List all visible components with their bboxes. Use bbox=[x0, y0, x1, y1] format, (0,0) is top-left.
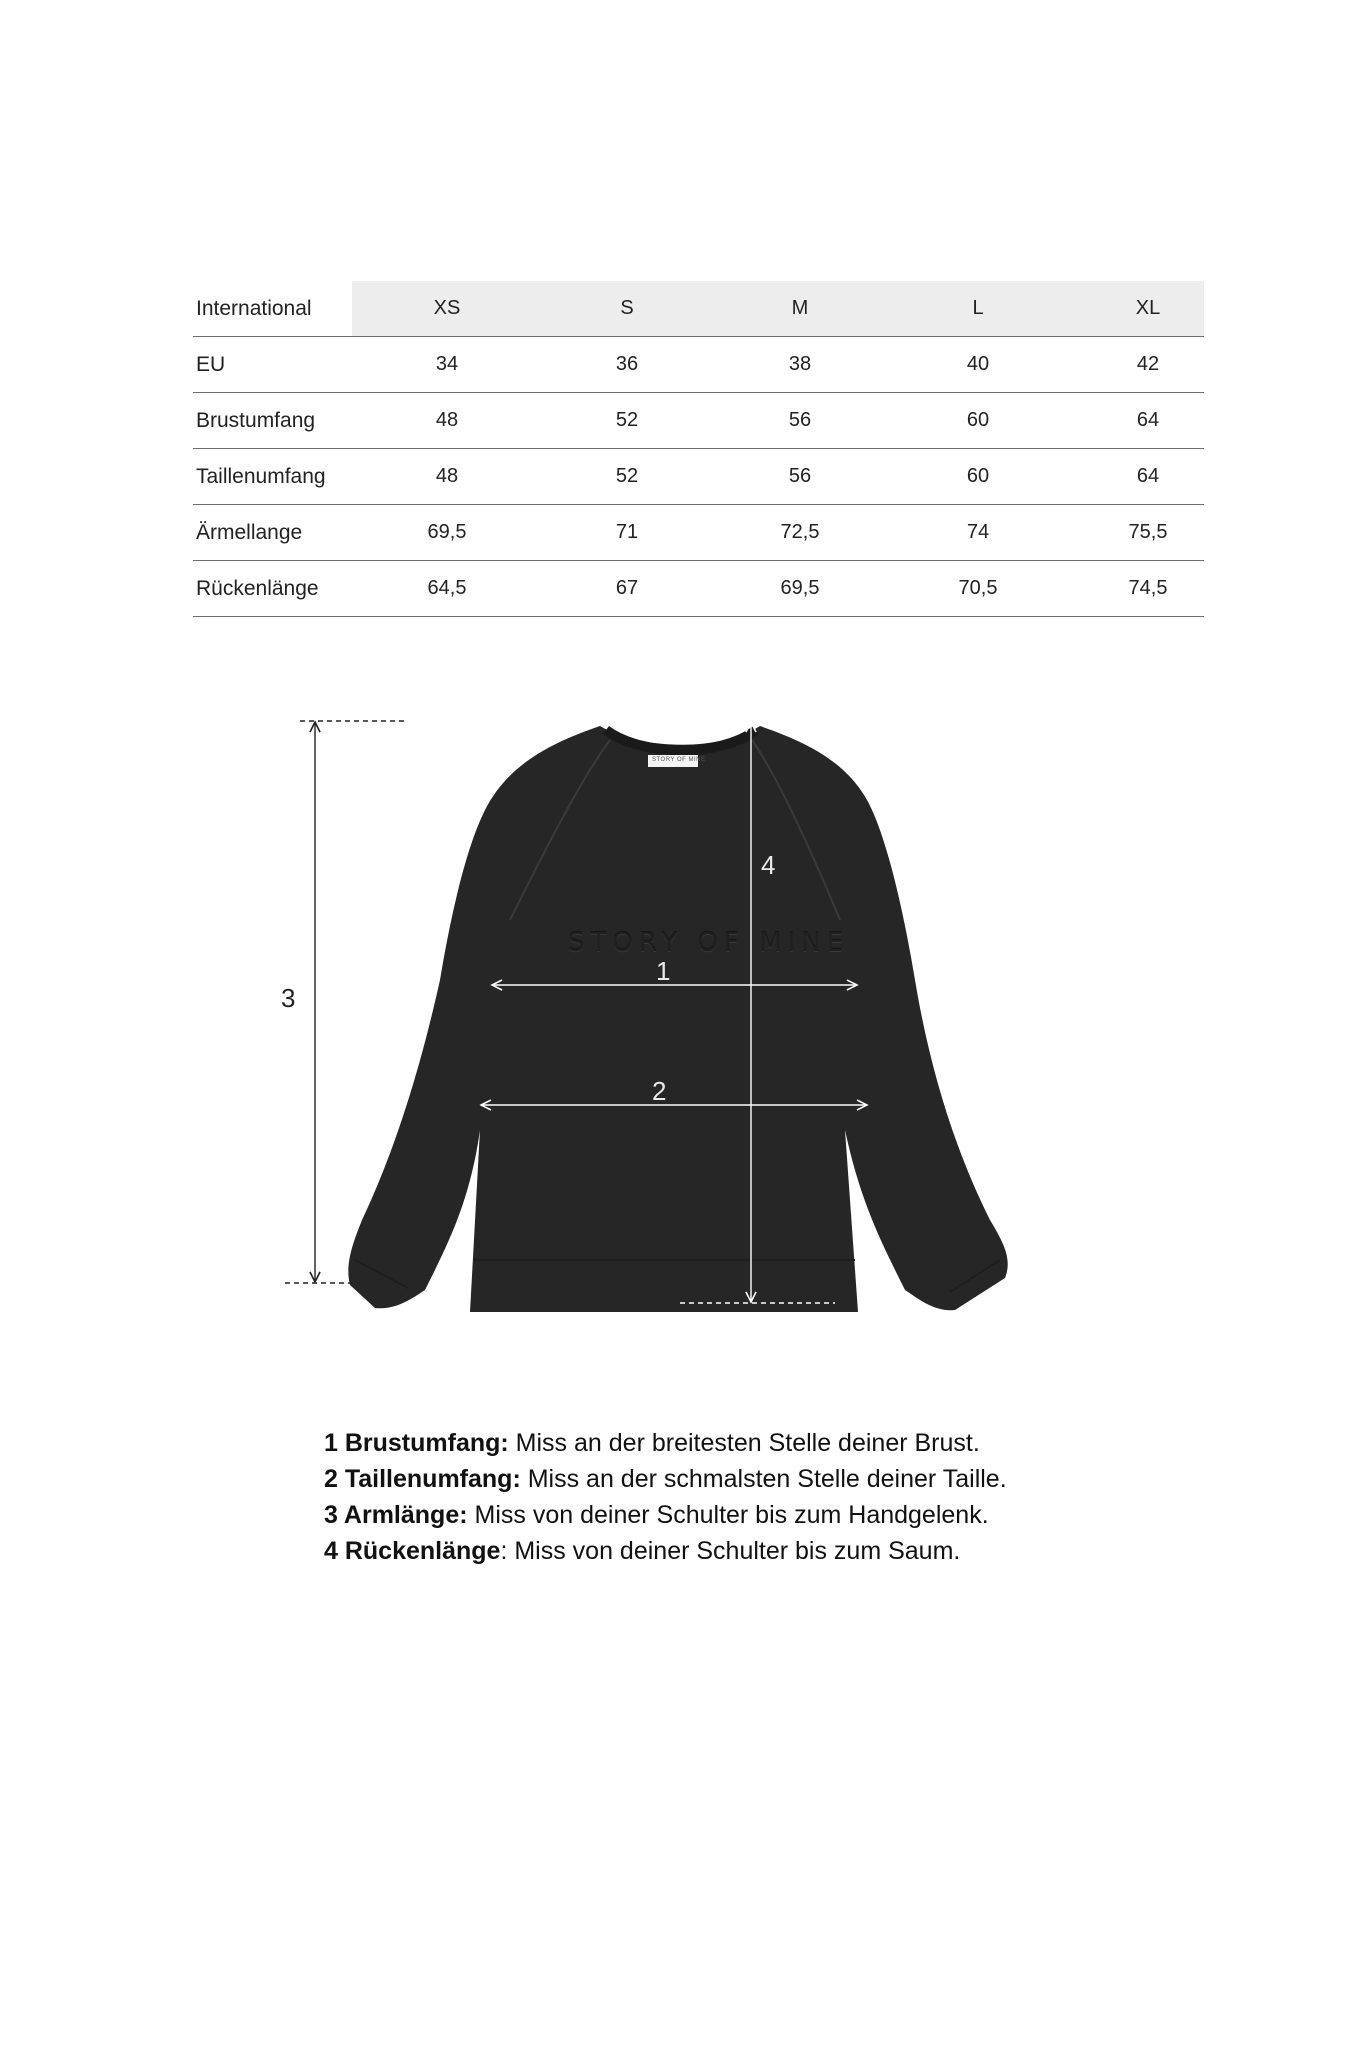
table-cell: 60 bbox=[966, 465, 990, 487]
legend-text: Miss von deiner Schulter bis zum Handgelenk. bbox=[467, 1501, 989, 1529]
table-cell: 74 bbox=[966, 521, 990, 543]
size-l-header: L bbox=[972, 297, 984, 319]
table-cell: 64 bbox=[1136, 465, 1160, 487]
table-cell: 34 bbox=[435, 353, 459, 375]
table-cell: 74,5 bbox=[1128, 577, 1168, 599]
neck-label-text: STORY OF MINE bbox=[652, 757, 706, 763]
table-cell: 70,5 bbox=[958, 577, 998, 599]
table-cell: 40 bbox=[966, 353, 990, 375]
back-measure-label: 4 bbox=[761, 850, 776, 880]
table-cell: 48 bbox=[435, 465, 459, 487]
table-cell: 52 bbox=[615, 465, 639, 487]
measurement-legend bbox=[324, 1425, 1224, 1569]
table-cell: 67 bbox=[615, 577, 639, 599]
table-cell: 64,5 bbox=[427, 577, 467, 599]
table-cell: 52 bbox=[615, 409, 639, 431]
legend-item-brustumfang bbox=[324, 1425, 1224, 1461]
legend-term: 4 Rückenlänge bbox=[324, 1537, 501, 1565]
sweater-body bbox=[348, 726, 1007, 1312]
table-cell: 75,5 bbox=[1128, 521, 1168, 543]
legend-term: 1 Brustumfang: bbox=[324, 1429, 509, 1457]
size-chart-table bbox=[193, 281, 1204, 617]
table-row-eu bbox=[193, 337, 1204, 393]
waist-measure-label: 2 bbox=[652, 1076, 667, 1106]
table-cell: 56 bbox=[788, 409, 812, 431]
legend-term: 3 Armlänge: bbox=[324, 1501, 468, 1529]
table-cell: 36 bbox=[615, 353, 639, 375]
legend-item-taillenumfang bbox=[324, 1461, 1224, 1497]
table-cell: 48 bbox=[435, 409, 459, 431]
size-xl-header: XL bbox=[1135, 297, 1161, 319]
legend-term: 2 Taillenumfang: bbox=[324, 1465, 521, 1493]
table-cell: 71 bbox=[615, 521, 639, 543]
measurement-diagram bbox=[0, 700, 1362, 1350]
sleeve-measure-label: 3 bbox=[281, 983, 296, 1013]
sweater-illustration bbox=[0, 700, 1362, 1350]
table-row-aermellange bbox=[193, 505, 1204, 561]
table-cell: 56 bbox=[788, 465, 812, 487]
legend-text: Miss an der breitesten Stelle deiner Brust. bbox=[508, 1429, 980, 1457]
table-cell: 64 bbox=[1136, 409, 1160, 431]
table-row-brustumfang bbox=[193, 393, 1204, 449]
table-cell: 60 bbox=[966, 409, 990, 431]
size-m-header: M bbox=[791, 297, 809, 319]
row-label: EU bbox=[196, 353, 226, 376]
table-cell: 38 bbox=[788, 353, 812, 375]
legend-item-armlaenge bbox=[324, 1497, 1224, 1533]
table-cell: 69,5 bbox=[780, 577, 820, 599]
table-row-taillenumfang bbox=[193, 449, 1204, 505]
row-label: Taillenumfang bbox=[196, 465, 326, 488]
header-label-international: International bbox=[196, 297, 312, 320]
size-s-header: S bbox=[620, 297, 634, 319]
row-label: Ärmellange bbox=[196, 521, 303, 544]
table-cell: 42 bbox=[1136, 353, 1160, 375]
table-header-row bbox=[193, 281, 1204, 337]
table-cell: 72,5 bbox=[780, 521, 820, 543]
chest-measure-label: 1 bbox=[656, 956, 671, 986]
legend-item-rueckenlaenge bbox=[324, 1533, 1224, 1569]
table-cell: 69,5 bbox=[427, 521, 467, 543]
row-label: Rückenlänge bbox=[196, 577, 319, 600]
table-row-rueckenlaenge bbox=[193, 561, 1204, 617]
row-label: Brustumfang bbox=[196, 409, 316, 432]
size-xs-header: XS bbox=[433, 297, 461, 319]
garment-wordmark: STORY OF MINE bbox=[568, 928, 850, 958]
legend-text: : Miss von deiner Schulter bis zum Saum. bbox=[500, 1537, 961, 1565]
legend-text: Miss an der schmalsten Stelle deiner Taille. bbox=[520, 1465, 1007, 1493]
